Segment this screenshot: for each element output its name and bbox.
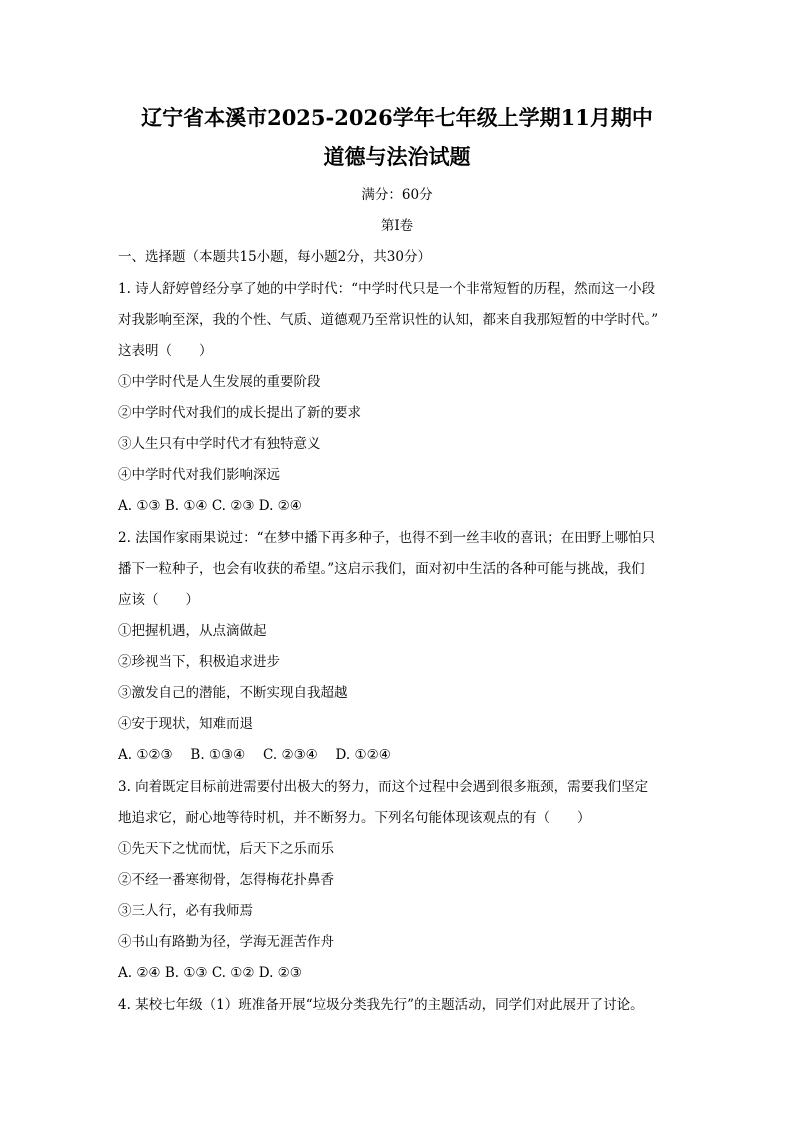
statement-item: ④中学时代对我们影响深远 xyxy=(118,467,280,483)
question-stem-line: 播下一粒种子，也会有收获的希望。”这启示我们，面对初中生活的各种可能与挑战，我们 xyxy=(118,561,645,577)
question-stem-line: 地追求它，耐心地等待时机，并不断努力。下列名句能体现该观点的有（ ） xyxy=(118,810,591,826)
question-stem-line: 应该（ ） xyxy=(118,592,199,608)
answer-choices: A. ①②③ B. ①③④ C. ②③④ D. ①②④ xyxy=(118,747,391,763)
volume-label: 第I卷 xyxy=(380,218,414,234)
section-heading: 一、选择题（本题共15小题，每小题2分，共30分） xyxy=(118,249,431,265)
statement-item: ③激发自己的潜能，不断实现自我超越 xyxy=(118,685,348,701)
statement-item: ①先天下之忧而忧，后天下之乐而乐 xyxy=(118,841,334,857)
answer-choices: A. ①③ B. ①④ C. ②③ D. ②④ xyxy=(118,498,302,514)
question-stem-line: 4. 某校七年级（1）班准备开展“垃圾分类我先行”的主题活动，同学们对此展开了讨论。 xyxy=(118,997,644,1013)
statement-item: ①把握机遇，从点滴做起 xyxy=(118,623,267,639)
question-stem-line: 对我影响至深，我的个性、气质、道德观乃至常识性的认知，都来自我那短暂的中学时代。” xyxy=(118,312,659,328)
answer-choices: A. ②④ B. ①③ C. ①② D. ②③ xyxy=(118,965,302,981)
question-stem-line: 1. 诗人舒婷曾经分享了她的中学时代：“中学时代只是一个非常短暂的历程，然而这一小段 xyxy=(118,281,656,297)
statement-item: ②珍视当下，积极追求进步 xyxy=(118,654,280,670)
statement-item: ③三人行，必有我师焉 xyxy=(118,903,253,919)
statement-item: ①中学时代是人生发展的重要阶段 xyxy=(118,374,321,390)
question-stem-line: 这表明（ ） xyxy=(118,343,213,359)
statement-item: ②中学时代对我们的成长提出了新的要求 xyxy=(118,405,361,421)
question-stem-line: 2. 法国作家雨果说过：“在梦中播下再多种子，也得不到一丝丰收的喜讯；在田野上哪怕只 xyxy=(118,530,656,546)
exam-title: 辽宁省本溪市2025-2026学年七年级上学期11月期中 xyxy=(141,105,653,130)
statement-item: ④安于现状，知难而退 xyxy=(118,716,253,732)
statement-item: ④书山有路勤为径，学海无涯苦作舟 xyxy=(118,934,334,950)
statement-item: ②不经一番寒彻骨，怎得梅花扑鼻香 xyxy=(118,872,334,888)
statement-item: ③人生只有中学时代才有独特意义 xyxy=(118,436,321,452)
question-stem-line: 3. 向着既定目标前进需要付出极大的努力，而这个过程中会遇到很多瓶颈，需要我们坚定 xyxy=(118,779,649,795)
exam-subject: 道德与法治试题 xyxy=(323,144,471,169)
full-score: 满分：60分 xyxy=(361,187,433,203)
